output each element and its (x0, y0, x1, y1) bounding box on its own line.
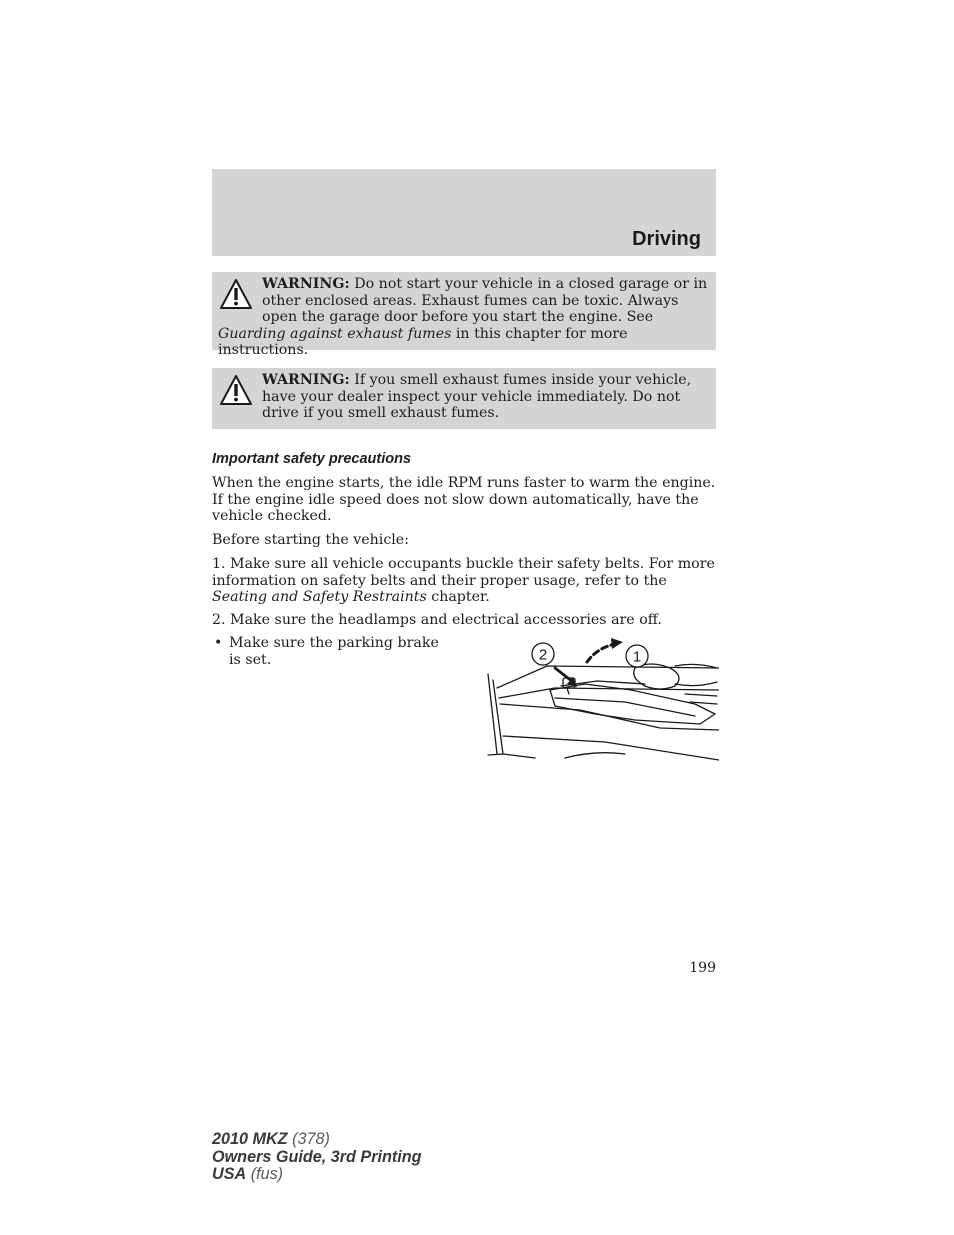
arrow-1 (587, 638, 623, 662)
step-2-headlamps: 2. Make sure the headlamps and electrical accessories are off. (212, 612, 662, 628)
footer-market: USA (212, 1165, 247, 1183)
bullet-text: Make sure the parking brake is set. (229, 635, 439, 668)
footer-market-code: (fus) (250, 1165, 284, 1183)
page-number: 199 (689, 960, 716, 976)
step-1-text-end: chapter. (426, 589, 490, 605)
warning-body: If you smell exhaust fumes inside your vehicle, have your dealer inspect your vehicle immediately. Do not drive if you smell exhaust fumes. (262, 372, 692, 421)
console-outline (488, 664, 719, 760)
warning-triangle-icon (219, 278, 253, 311)
footer-model: 2010 MKZ (212, 1130, 288, 1148)
warning-triangle-icon (219, 374, 253, 407)
warning-box-garage (212, 272, 716, 358)
warning-text-fumes (218, 372, 708, 422)
warning-text-garage (218, 276, 708, 359)
step-1-safety-belts (212, 556, 722, 606)
warning-label: WARNING: (262, 372, 350, 388)
callout-label-2: 2 (538, 646, 548, 664)
warning-label: WARNING: (262, 276, 350, 292)
paragraph-idle-rpm: When the engine starts, the idle RPM runs faster to warm the engine. If the engine idle speed does not slow down automatically, have the vehicle checked. (212, 475, 716, 524)
warning-body: Do not start your vehicle in a closed garage or in other enclosed areas. Exhaust fumes can be toxic. Always open the garage door before you start the engine. See (262, 276, 708, 325)
section-header (212, 169, 716, 256)
step-1-text: 1. Make sure all vehicle occupants buckle their safety belts. For more information on safety belts and their proper usage, refer to the (212, 556, 715, 589)
bullet-parking-brake (212, 635, 452, 668)
footer-model-code: (378) (292, 1130, 330, 1148)
footer-guide: Owners Guide, 3rd Printing (212, 1147, 422, 1166)
warning-box-fumes (212, 368, 716, 429)
section-title: Driving (632, 228, 701, 250)
paragraph-before-starting: Before starting the vehicle: (212, 532, 409, 548)
callout-label-1: 1 (632, 648, 642, 666)
bullet-dot: • (214, 635, 223, 651)
cross-reference-exhaust: Guarding against exhaust fumes (218, 325, 452, 342)
subheading-safety-precautions: Important safety precautions (212, 451, 412, 467)
footer-market-line (212, 1166, 422, 1184)
cross-reference-seating: Seating and Safety Restraints (212, 589, 427, 605)
footer-model-line (212, 1131, 422, 1149)
footer-guide-line (212, 1149, 422, 1167)
document-footer (212, 1131, 422, 1184)
parking-brake-illustration (485, 632, 719, 762)
warning-body-end: in this chapter for more instructions. (218, 325, 628, 358)
